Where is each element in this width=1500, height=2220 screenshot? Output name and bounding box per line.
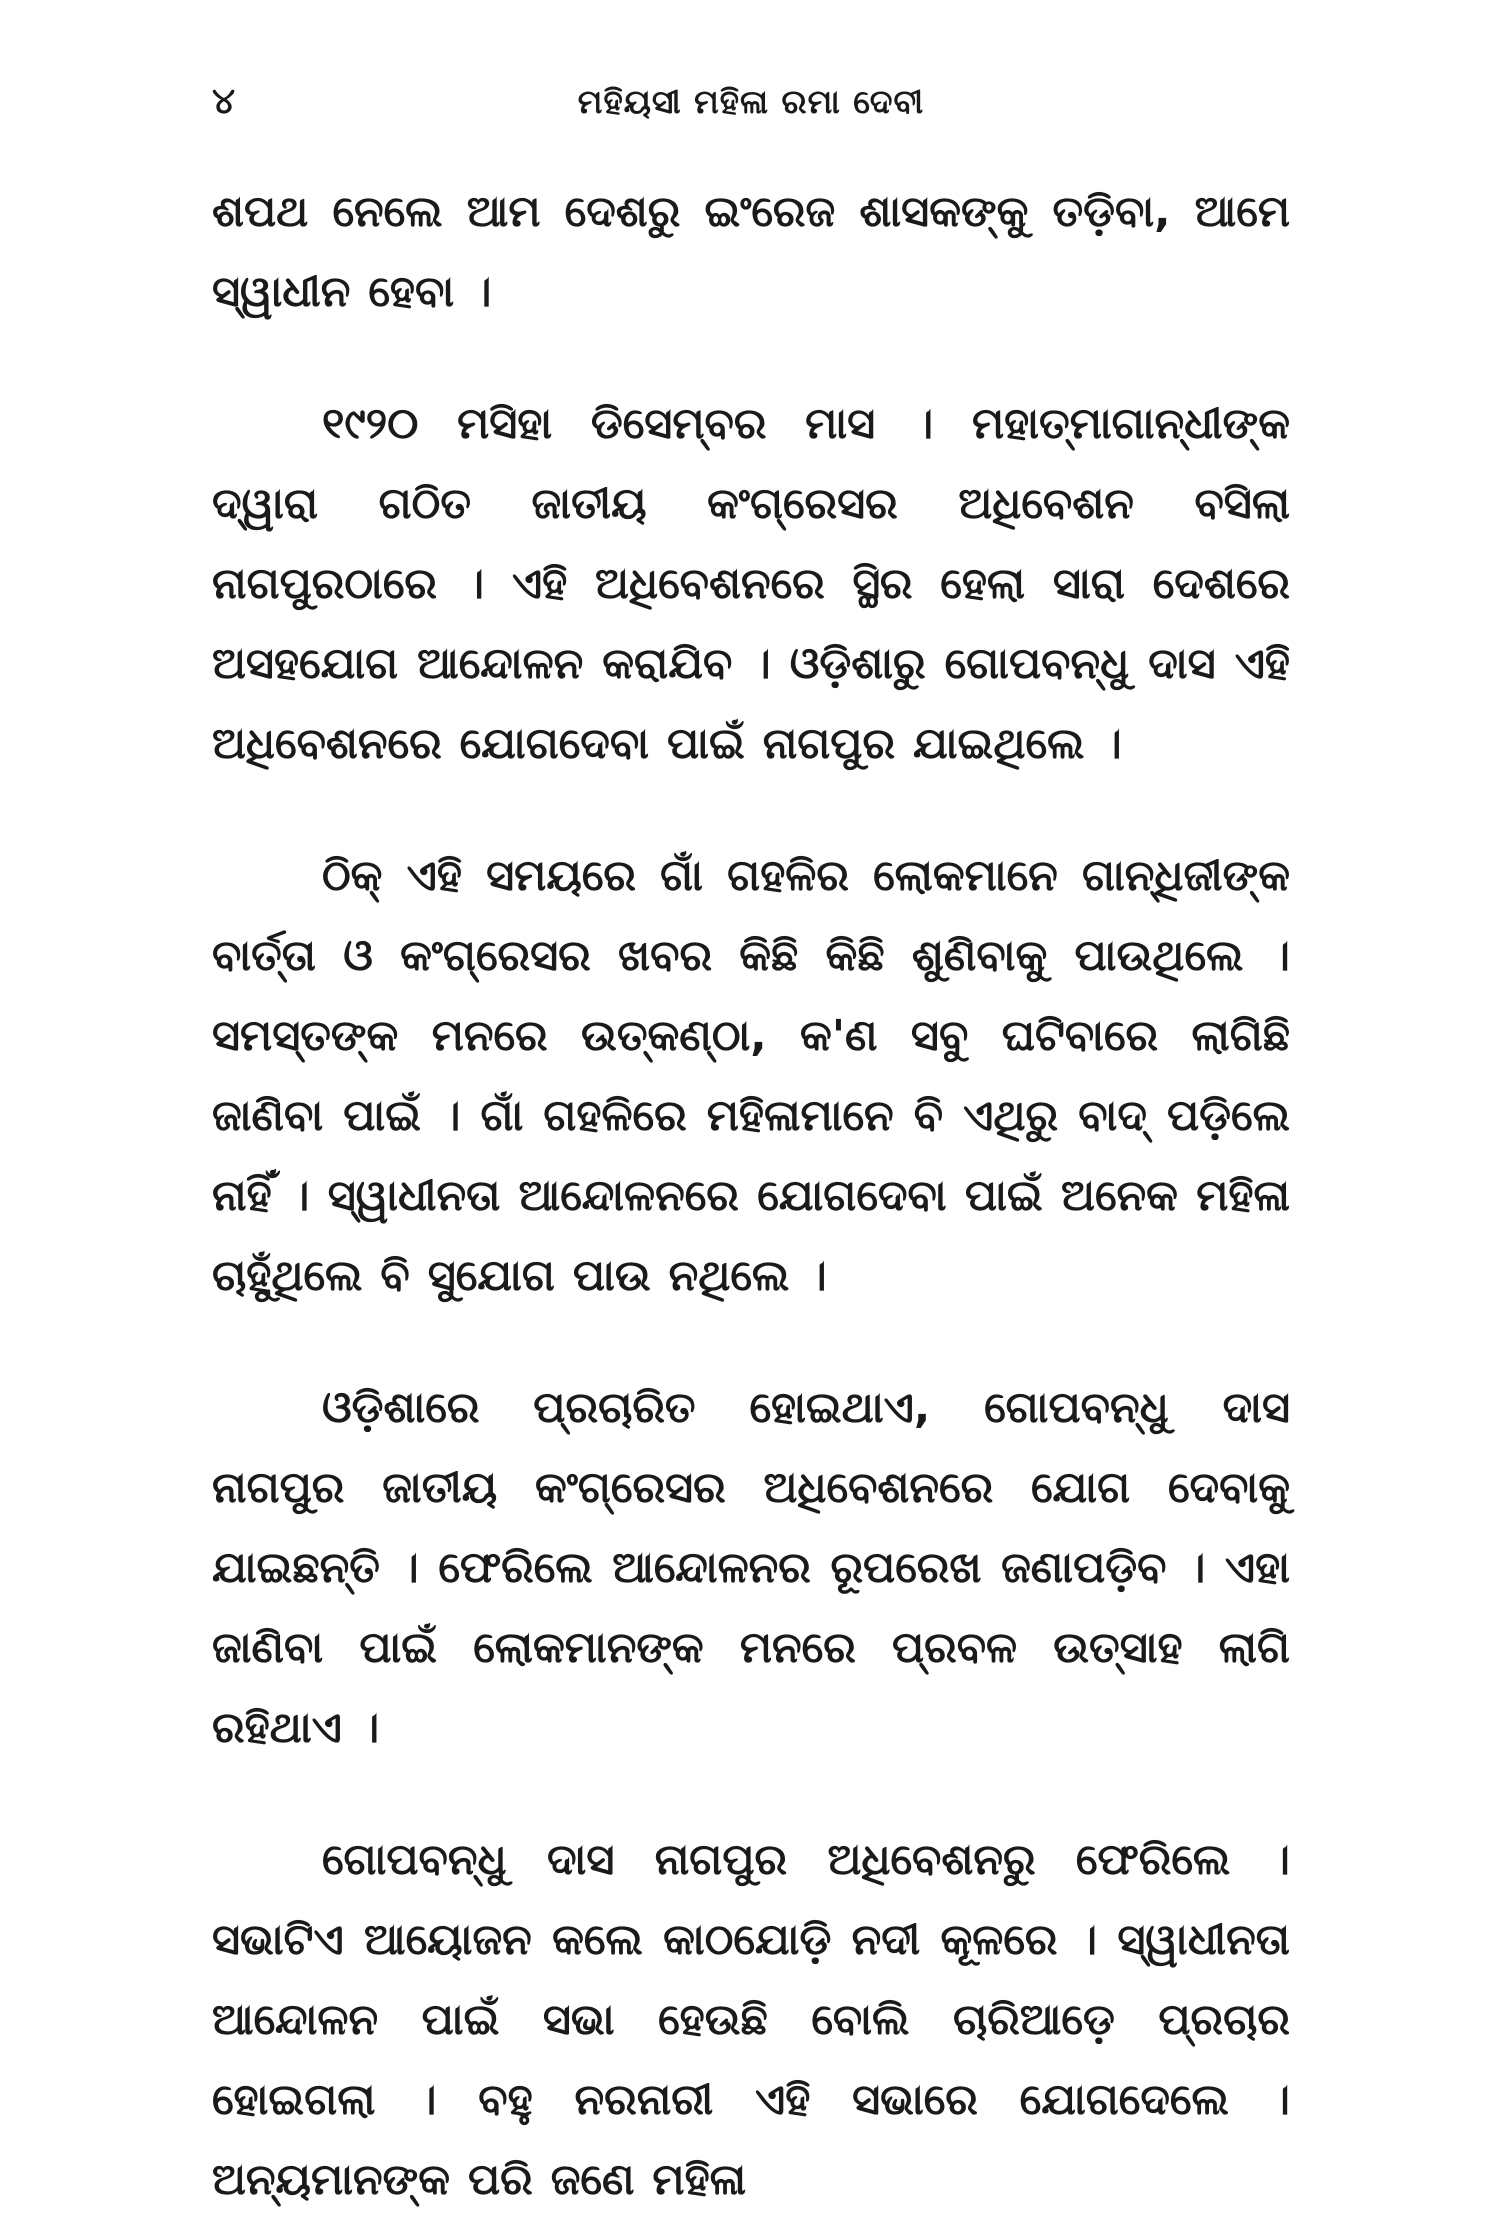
body-text <box>212 172 1290 2220</box>
paragraph-4: ଓଡ଼ିଶାରେ ପ୍ରଚାରିତ ହୋଇଥାଏ, ଗୋପବନ୍ଧୁ ଦାସ ନାଗପୁର ଜାତୀୟ କଂଗ୍ରେସର ଅଧିବେଶନରେ ଯୋଗ ଦେବାକୁ ଯାଇଛନ୍ତି । ଫେରିଲେ ଆନ୍ଦୋଳନର ରୂପରେଖ ଜଣାପଡ଼ିବ । ଏହା ଜାଣିବା ପାଇଁ ଲୋକମାନଙ୍କ ମନରେ ପ୍ରବଳ ଉତ୍ସାହ ଲାଗି ରହିଥାଏ । <box>212 1383 1290 1753</box>
page-number: ୪ <box>212 81 236 122</box>
running-header <box>212 72 1290 132</box>
paragraph-2: ୧୯୨୦ ମସିହା ଡିସେମ୍ବର ମାସ । ମହାତ୍ମାଗାନ୍ଧୀଙ୍କ ଦ୍ୱାରା ଗଠିତ ଜାତୀୟ କଂଗ୍ରେସର ଅଧିବେଶନ ବସିଲା ନାଗପୁରଠାରେ । ଏହି ଅଧିବେଶନରେ ସ୍ଥିର ହେଲା ସାରା ଦେଶରେ ଅସହଯୋଗ ଆନ୍ଦୋଳନ କରାଯିବ । ଓଡ଼ିଶାରୁ ଗୋପବନ୍ଧୁ ଦାସ ଏହି ଅଧିବେଶନରେ ଯୋଗଦେବା ପାଇଁ ନାଗପୁର ଯାଇଥିଲେ । <box>212 399 1291 769</box>
paragraph-1: ଶପଥ ନେଲେ ଆମ ଦେଶରୁ ଇଂରେଜ ଶାସକଙ୍କୁ ତଡ଼ିବା, ଆମେ ସ୍ୱାଧୀନ ହେବା । <box>212 187 1290 317</box>
paragraph-5: ଗୋପବନ୍ଧୁ ଦାସ ନାଗପୁର ଅଧିବେଶନରୁ ଫେରିଲେ । ସଭାଟିଏ ଆୟୋଜନ କଲେ କାଠଯୋଡ଼ି ନଦୀ କୂଳରେ । ସ୍ୱାଧୀନତା ଆନ୍ଦୋଳନ ପାଇଁ ସଭା ହେଉଛି ବୋଲି ଚାରିଆଡ଼େ ପ୍ରଚାର ହୋଇଗଲା । ବହୁ ନରନାରୀ ଏହି ସଭାରେ ଯୋଗଦେଲେ । ଅନ୍ୟମାନଙ୍କ ପରି ଜଣେ ମହିଳା <box>212 1835 1290 2205</box>
paragraph-3: ଠିକ୍ ଏହି ସମୟରେ ଗାଁ ଗହଳିର ଲୋକମାନେ ଗାନ୍ଧିଜୀଙ୍କ ବାର୍ତ୍ତା ଓ କଂଗ୍ରେସର ଖବର କିଛି କିଛି ଶୁଣିବାକୁ ପାଉଥିଲେ । ସମସ୍ତଙ୍କ ମନରେ ଉତ୍କଣ୍ଠା, କ'ଣ ସବୁ ଘଟିବାରେ ଲାଗିଛି ଜାଣିବା ପାଇଁ । ଗାଁ ଗହଳିରେ ମହିଳାମାନେ ବି ଏଥିରୁ ବାଦ୍ ପଡ଼ିଲେ ନାହିଁ । ସ୍ୱାଧୀନତା ଆନ୍ଦୋଳନରେ ଯୋଗଦେବା ପାଇଁ ଅନେକ ମହିଳା ଚାହୁଁଥିଲେ ବି ସୁଯୋଗ ପାଉ ନଥିଲେ । <box>212 851 1290 1301</box>
book-title: ମହିୟସୀ ମହିଳା ରମା ଦେବୀ <box>577 82 925 121</box>
